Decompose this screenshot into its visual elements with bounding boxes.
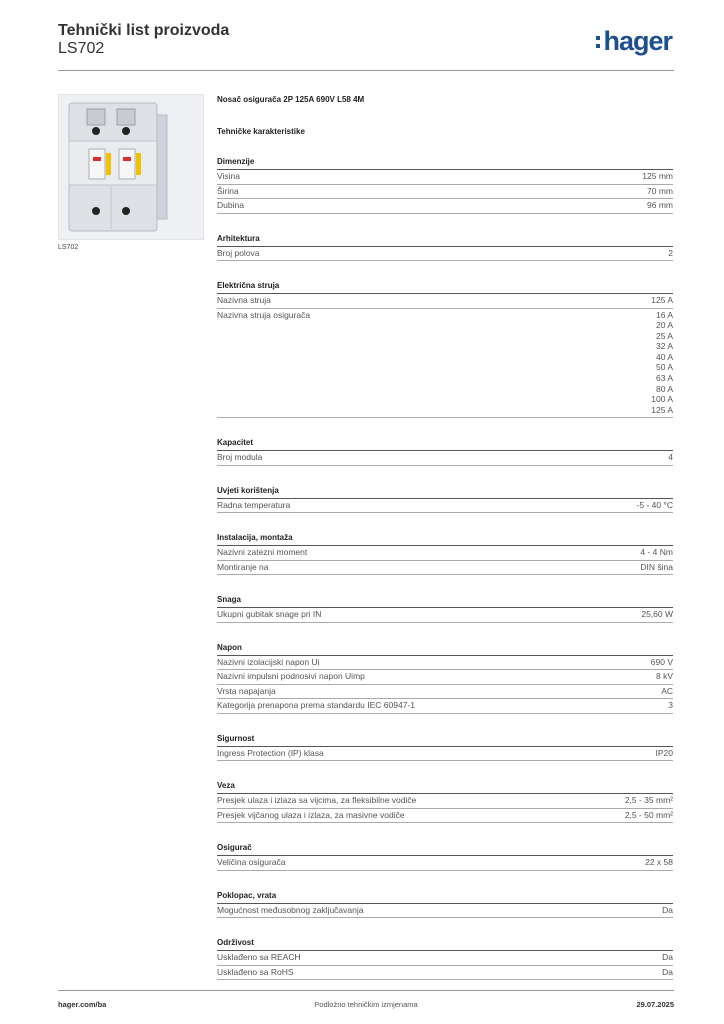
page-header (58, 22, 674, 71)
spec-value: 96 mm (647, 200, 673, 210)
spec-row (217, 656, 673, 671)
section-title: Snaga (217, 594, 673, 608)
spec-section (217, 780, 673, 823)
spec-row (217, 670, 673, 685)
spec-row (217, 608, 673, 623)
spec-label: Ukupni gubitak snage pri IN (217, 609, 322, 620)
spec-label: Presjek ulaza i izlaza sa vijcima, za fleksibilne vodiče (217, 795, 417, 806)
spec-value-item: 25 A (655, 330, 673, 341)
spec-value: Da (662, 904, 673, 915)
spec-section (217, 233, 673, 262)
spec-section (217, 437, 673, 466)
spec-row (217, 809, 673, 824)
fuse-holder-illustration (59, 95, 203, 239)
spec-value: AC (661, 685, 673, 696)
spec-value-item: 125 A (651, 404, 673, 415)
spec-row (217, 170, 673, 185)
spec-value-item: 80 A (655, 383, 673, 394)
spec-value (651, 310, 673, 416)
spec-row (217, 499, 673, 514)
spec-label: Kategorija prenapona prema standardu IEC 60947-1 (217, 700, 415, 711)
spec-section (217, 937, 673, 980)
spec-value-item: 50 A (655, 362, 673, 373)
spec-value: 25,60 W (641, 609, 673, 620)
spec-section (217, 280, 673, 418)
spec-row (217, 951, 673, 966)
spec-value-item: 20 A (655, 320, 673, 331)
spec-value-item: 63 A (655, 373, 673, 384)
spec-label: Visina (217, 171, 240, 181)
spec-value-item: 100 A (651, 394, 673, 405)
spec-row (217, 699, 673, 714)
footer-notice: Podložno tehničkim izmjenama (314, 1000, 418, 1009)
spec-row (217, 747, 673, 762)
spec-value: Da (662, 966, 673, 977)
spec-value-item: 16 A (655, 309, 673, 320)
spec-value: 125 mm (642, 171, 673, 181)
section-title: Uvjeti korištenja (217, 485, 673, 499)
spec-label: Nazivni zatezni moment (217, 547, 308, 558)
section-title: Napon (217, 642, 673, 656)
spec-label: Veličina osigurača (217, 857, 286, 868)
spec-label: Nazivna struja osigurača (217, 309, 311, 320)
spec-content (217, 94, 673, 980)
spec-section (217, 485, 673, 514)
spec-label: Nazivna struja (217, 295, 271, 305)
spec-row (217, 185, 673, 200)
spec-section (217, 594, 673, 623)
hager-logo (603, 26, 672, 57)
spec-value: 70 mm (647, 185, 673, 196)
spec-value: 8 kV (655, 671, 673, 682)
spec-section (217, 156, 673, 214)
spec-label: Broj polova (217, 247, 260, 258)
spec-value: DIN šina (640, 561, 673, 572)
product-image (58, 94, 204, 240)
spec-section (217, 642, 673, 714)
section-title: Dimenzije (217, 156, 673, 170)
spec-sections (217, 156, 673, 980)
spec-label: Presjek vijčanog ulaza i izlaza, za masivne vodiče (217, 809, 405, 820)
spec-label: Mogućnost međusobnog zaključavanja (217, 904, 364, 915)
product-name: Nosač osigurača 2P 125A 690V L58 4M (217, 95, 365, 104)
spec-value-item: 32 A (655, 341, 673, 352)
spec-row (217, 247, 673, 262)
spec-row (217, 546, 673, 561)
spec-row (217, 904, 673, 919)
spec-row (217, 309, 673, 419)
spec-row (217, 199, 673, 214)
spec-value: 4 - 4 Nm (640, 547, 673, 558)
spec-label: Usklađeno sa REACH (217, 952, 301, 963)
spec-row (217, 966, 673, 981)
spec-row (217, 794, 673, 809)
spec-value: IP20 (655, 747, 673, 758)
spec-value: 125 A (651, 295, 673, 305)
spec-label: Nazivni izolacijski napon Ui (217, 656, 320, 667)
spec-value: 4 (668, 452, 673, 463)
section-title: Osigurač (217, 842, 673, 856)
section-title: Električna struja (217, 280, 673, 294)
logo-dots-icon (596, 36, 600, 52)
spec-label: Ingress Protection (IP) klasa (217, 747, 324, 758)
spec-section (217, 890, 673, 919)
spec-label: Dubina (217, 200, 244, 210)
spec-row (217, 685, 673, 700)
spec-label: Nazivni impulsni podnosivi napon Uimp (217, 671, 365, 682)
spec-row (217, 294, 673, 309)
characteristics-title: Tehničke karakteristike (217, 127, 305, 136)
spec-label: Usklađeno sa RoHS (217, 966, 294, 977)
spec-label: Širina (217, 185, 239, 196)
spec-section (217, 842, 673, 871)
section-title: Poklopac, vrata (217, 890, 673, 904)
spec-label: Radna temperatura (217, 499, 291, 510)
spec-label: Broj modula (217, 452, 263, 463)
section-title: Veza (217, 780, 673, 794)
spec-value: 22 x 58 (645, 857, 673, 868)
spec-value: 3 (668, 700, 673, 711)
logo-text: hager (603, 26, 672, 56)
spec-section (217, 733, 673, 762)
image-caption: LS702 (58, 244, 79, 251)
spec-value-item: 40 A (655, 351, 673, 362)
section-title: Kapacitet (217, 437, 673, 451)
spec-value: 2 (668, 247, 673, 258)
section-title: Arhitektura (217, 233, 673, 247)
spec-row (217, 856, 673, 871)
footer-website[interactable]: hager.com/ba (58, 1000, 107, 1009)
spec-section (217, 532, 673, 575)
section-title: Održivost (217, 937, 673, 951)
section-title: Sigurnost (217, 733, 673, 747)
page-footer (58, 990, 674, 1015)
spec-label: Montiranje na (217, 561, 269, 572)
footer-date: 29.07.2025 (636, 1000, 674, 1009)
spec-value: 2,5 - 50 mm² (624, 809, 673, 820)
spec-value: 690 V (650, 656, 673, 667)
spec-row (217, 561, 673, 576)
spec-row (217, 451, 673, 466)
document-title: Tehnički list proizvoda (58, 22, 230, 39)
spec-value: -5 - 40 °C (636, 499, 673, 510)
spec-value: Da (662, 952, 673, 963)
spec-label: Vrsta napajanja (217, 685, 276, 696)
product-code: LS702 (58, 40, 105, 57)
section-title: Instalacija, montaža (217, 532, 673, 546)
spec-value: 2,5 - 35 mm² (624, 795, 673, 806)
